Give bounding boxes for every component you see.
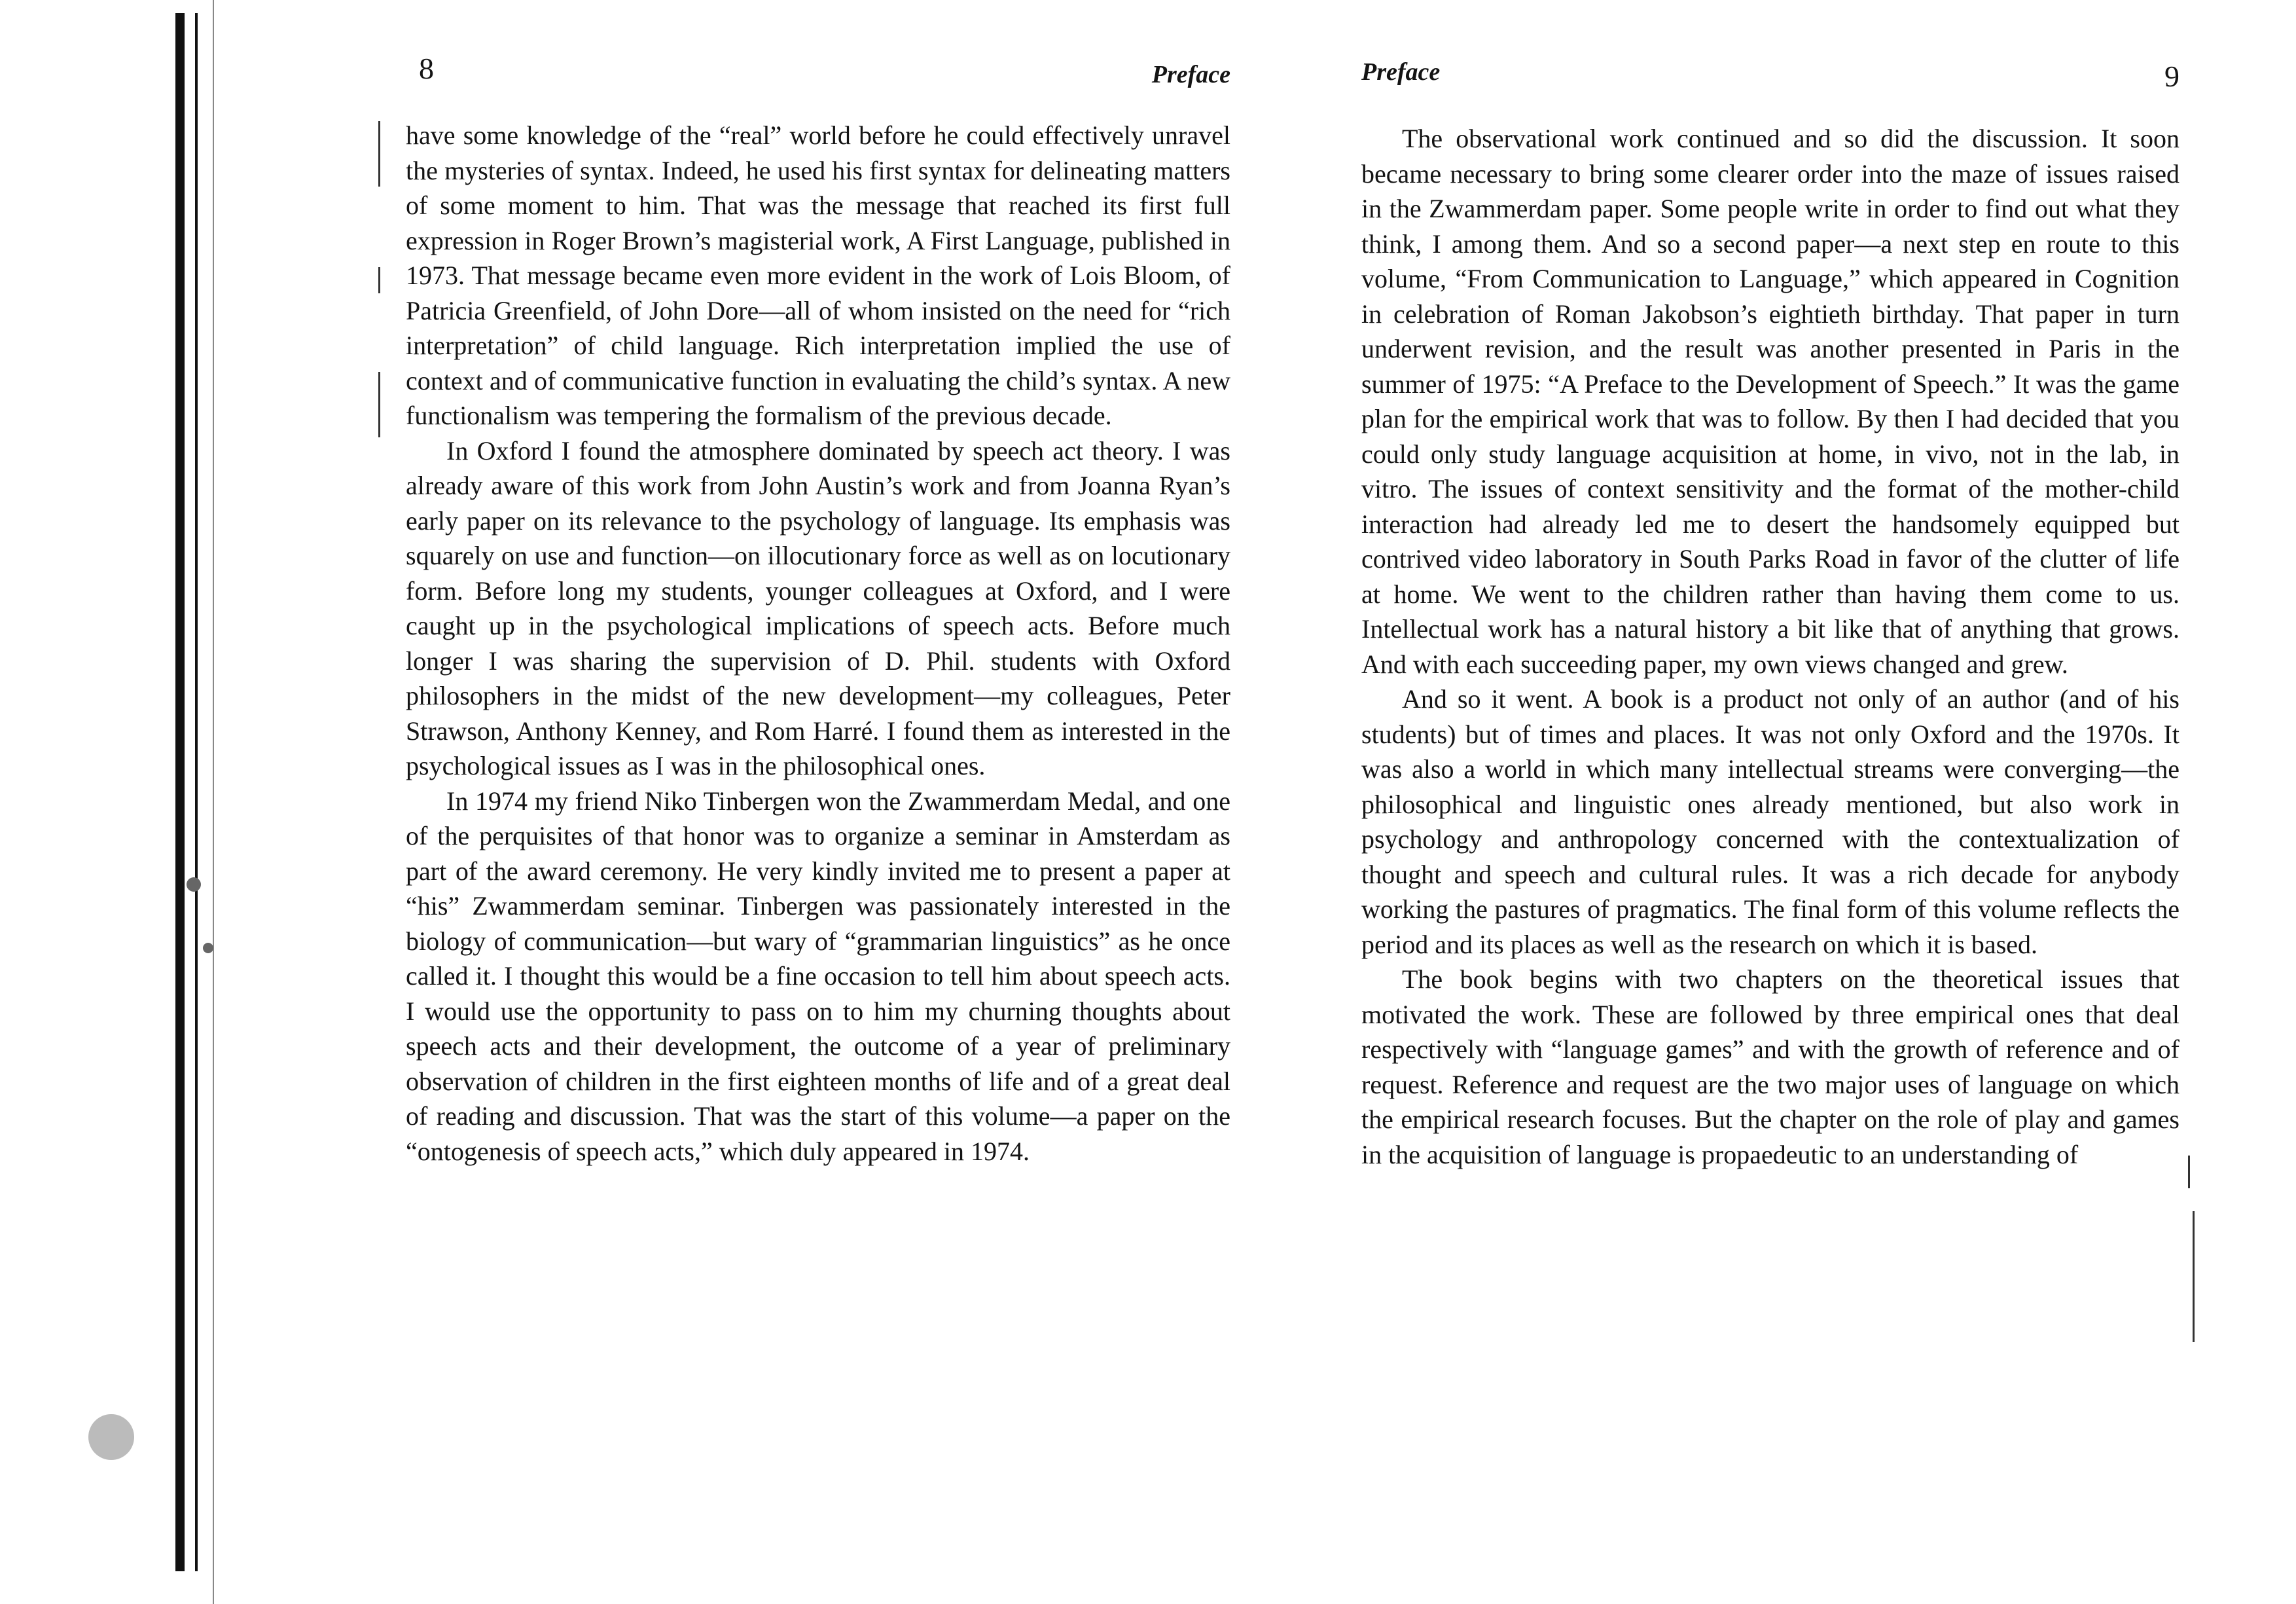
scan-speck xyxy=(187,877,201,892)
paragraph: In 1974 my friend Niko Tinbergen won the Zwammerdam Medal, and one of the perquisites of that honor was to organize a seminar in Amsterdam as part of the award ceremony. He very kindly invited me to present a paper at “his” Zwammerdam seminar. Tinbergen was passionately interested in the biology of communication—but wary of “grammarian linguistics” as he once called it. I thought this would be a fine occasion to tell him about speech acts. I would use the opportunity to pass on to him my churning thoughts about speech acts and their development, the outcome of a year of preliminary observation of children in the first eighteen months of life and of a great deal of reading and discussion. That was the start of this volume—a paper on the “ontogenesis of speech acts,” which duly appeared in 1974. xyxy=(406,786,1230,1166)
binding-edge-line-thin xyxy=(195,13,198,1571)
paragraph: The book begins with two chapters on the theoretical issues that motivated the work. These are followed by three empirical ones that deal respectively with “language games” and with the growth of reference and of request. Reference and request are the two major uses of language on which the empirical research focuses. But the chapter on the role of play and games in the acquisition of language is propaedeutic to an understanding of xyxy=(1361,964,2179,1169)
left-page-number: 8 xyxy=(419,52,434,85)
left-running-head: Preface xyxy=(1151,61,1230,88)
left-page-body xyxy=(406,118,1230,1169)
scan-speck xyxy=(203,943,213,953)
right-page-number: 9 xyxy=(2164,60,2179,93)
binding-edge-line-faint xyxy=(213,0,214,1604)
paragraph: And so it went. A book is a product not only of an author (and of his students) but of times and places. It was not only Oxford and the 1970s. It was also a world in which many intellectual streams were converging—the philosophical and linguistic ones already mentioned, but also work in psychology and anthropology concerned with the contextualization of thought and speech and cultural rules. It was a rich decade for anybody working the pastures of pragmatics. The final form of this volume reflects the period and its places as well as the research on which it is based. xyxy=(1361,684,2179,959)
left-page-header xyxy=(367,51,1230,103)
paragraph: The observational work continued and so did the discussion. It soon became necessary to bring some clearer order into the maze of issues raised in the Zwammerdam paper. Some people write in order to find out what they think, I among them. And so a second paper—a next step en route to this volume, “From Communication to Language,” which appeared in Cognition in celebration of Roman Jakobson’s eightieth birthday. That paper in turn underwent revision, and the result was another presented in Paris in the summer of 1975: “A Preface to the Development of Speech.” It was the game plan for the empirical work that was to follow. By then I had decided that you could only study language acquisition at home, in vivo, not in the lab, in vitro. The issues of context sensitivity and the format of the mother-child interaction had already led me to desert the handsomely equipped but contrived video laboratory in South Parks Road in favor of the clutter of life at home. We went to the children rather than having them come to us. Intellectual work has a natural history a bit like that of anything that grows. And with each succeeding paper, my own views changed and grew. xyxy=(1361,124,2179,679)
left-page xyxy=(367,0,1230,1604)
right-page-header xyxy=(1361,51,2179,103)
right-running-head: Preface xyxy=(1361,58,1441,86)
right-page-body xyxy=(1361,121,2179,1172)
paragraph: have some knowledge of the “real” world before he could effectively unravel the mysteries of syntax. Indeed, he used his first syntax for delineating matters of some moment to him. That was the message that reached its first full expression in Roger Brown’s magisterial work, A First Language, published in 1973. That message became even more evident in the work of Lois Bloom, of Patricia Greenfield, of John Dore—all of whom insisted on the need for “rich interpretation” of child language. Rich interpretation implied the use of context and of communicative function in evaluating the child’s syntax. A new functionalism was tempering the formalism of the previous decade. xyxy=(406,120,1230,430)
binding-edge-line xyxy=(175,13,185,1571)
right-page xyxy=(1361,0,2179,1604)
paragraph: In Oxford I found the atmosphere dominated by speech act theory. I was already aware of this work from John Austin’s work and from Joanna Ryan’s early paper on its relevance to the psychology of language. Its emphasis was squarely on use and function—on illocutionary force as well as on locutionary form. Before long my students, younger colleagues at Oxford, and I were caught up in the psychological implications of speech acts. Before much longer I was sharing the supervision of D. Phil. students with Oxford philosophers in the midst of the new development—my colleagues, Peter Strawson, Anthony Kenney, and Rom Harré. I found them as interested in the psychological issues as I was in the philosophical ones. xyxy=(406,435,1230,780)
margin-mark xyxy=(2193,1211,2195,1342)
scan-speck xyxy=(88,1414,134,1460)
margin-mark xyxy=(2188,1156,2190,1188)
